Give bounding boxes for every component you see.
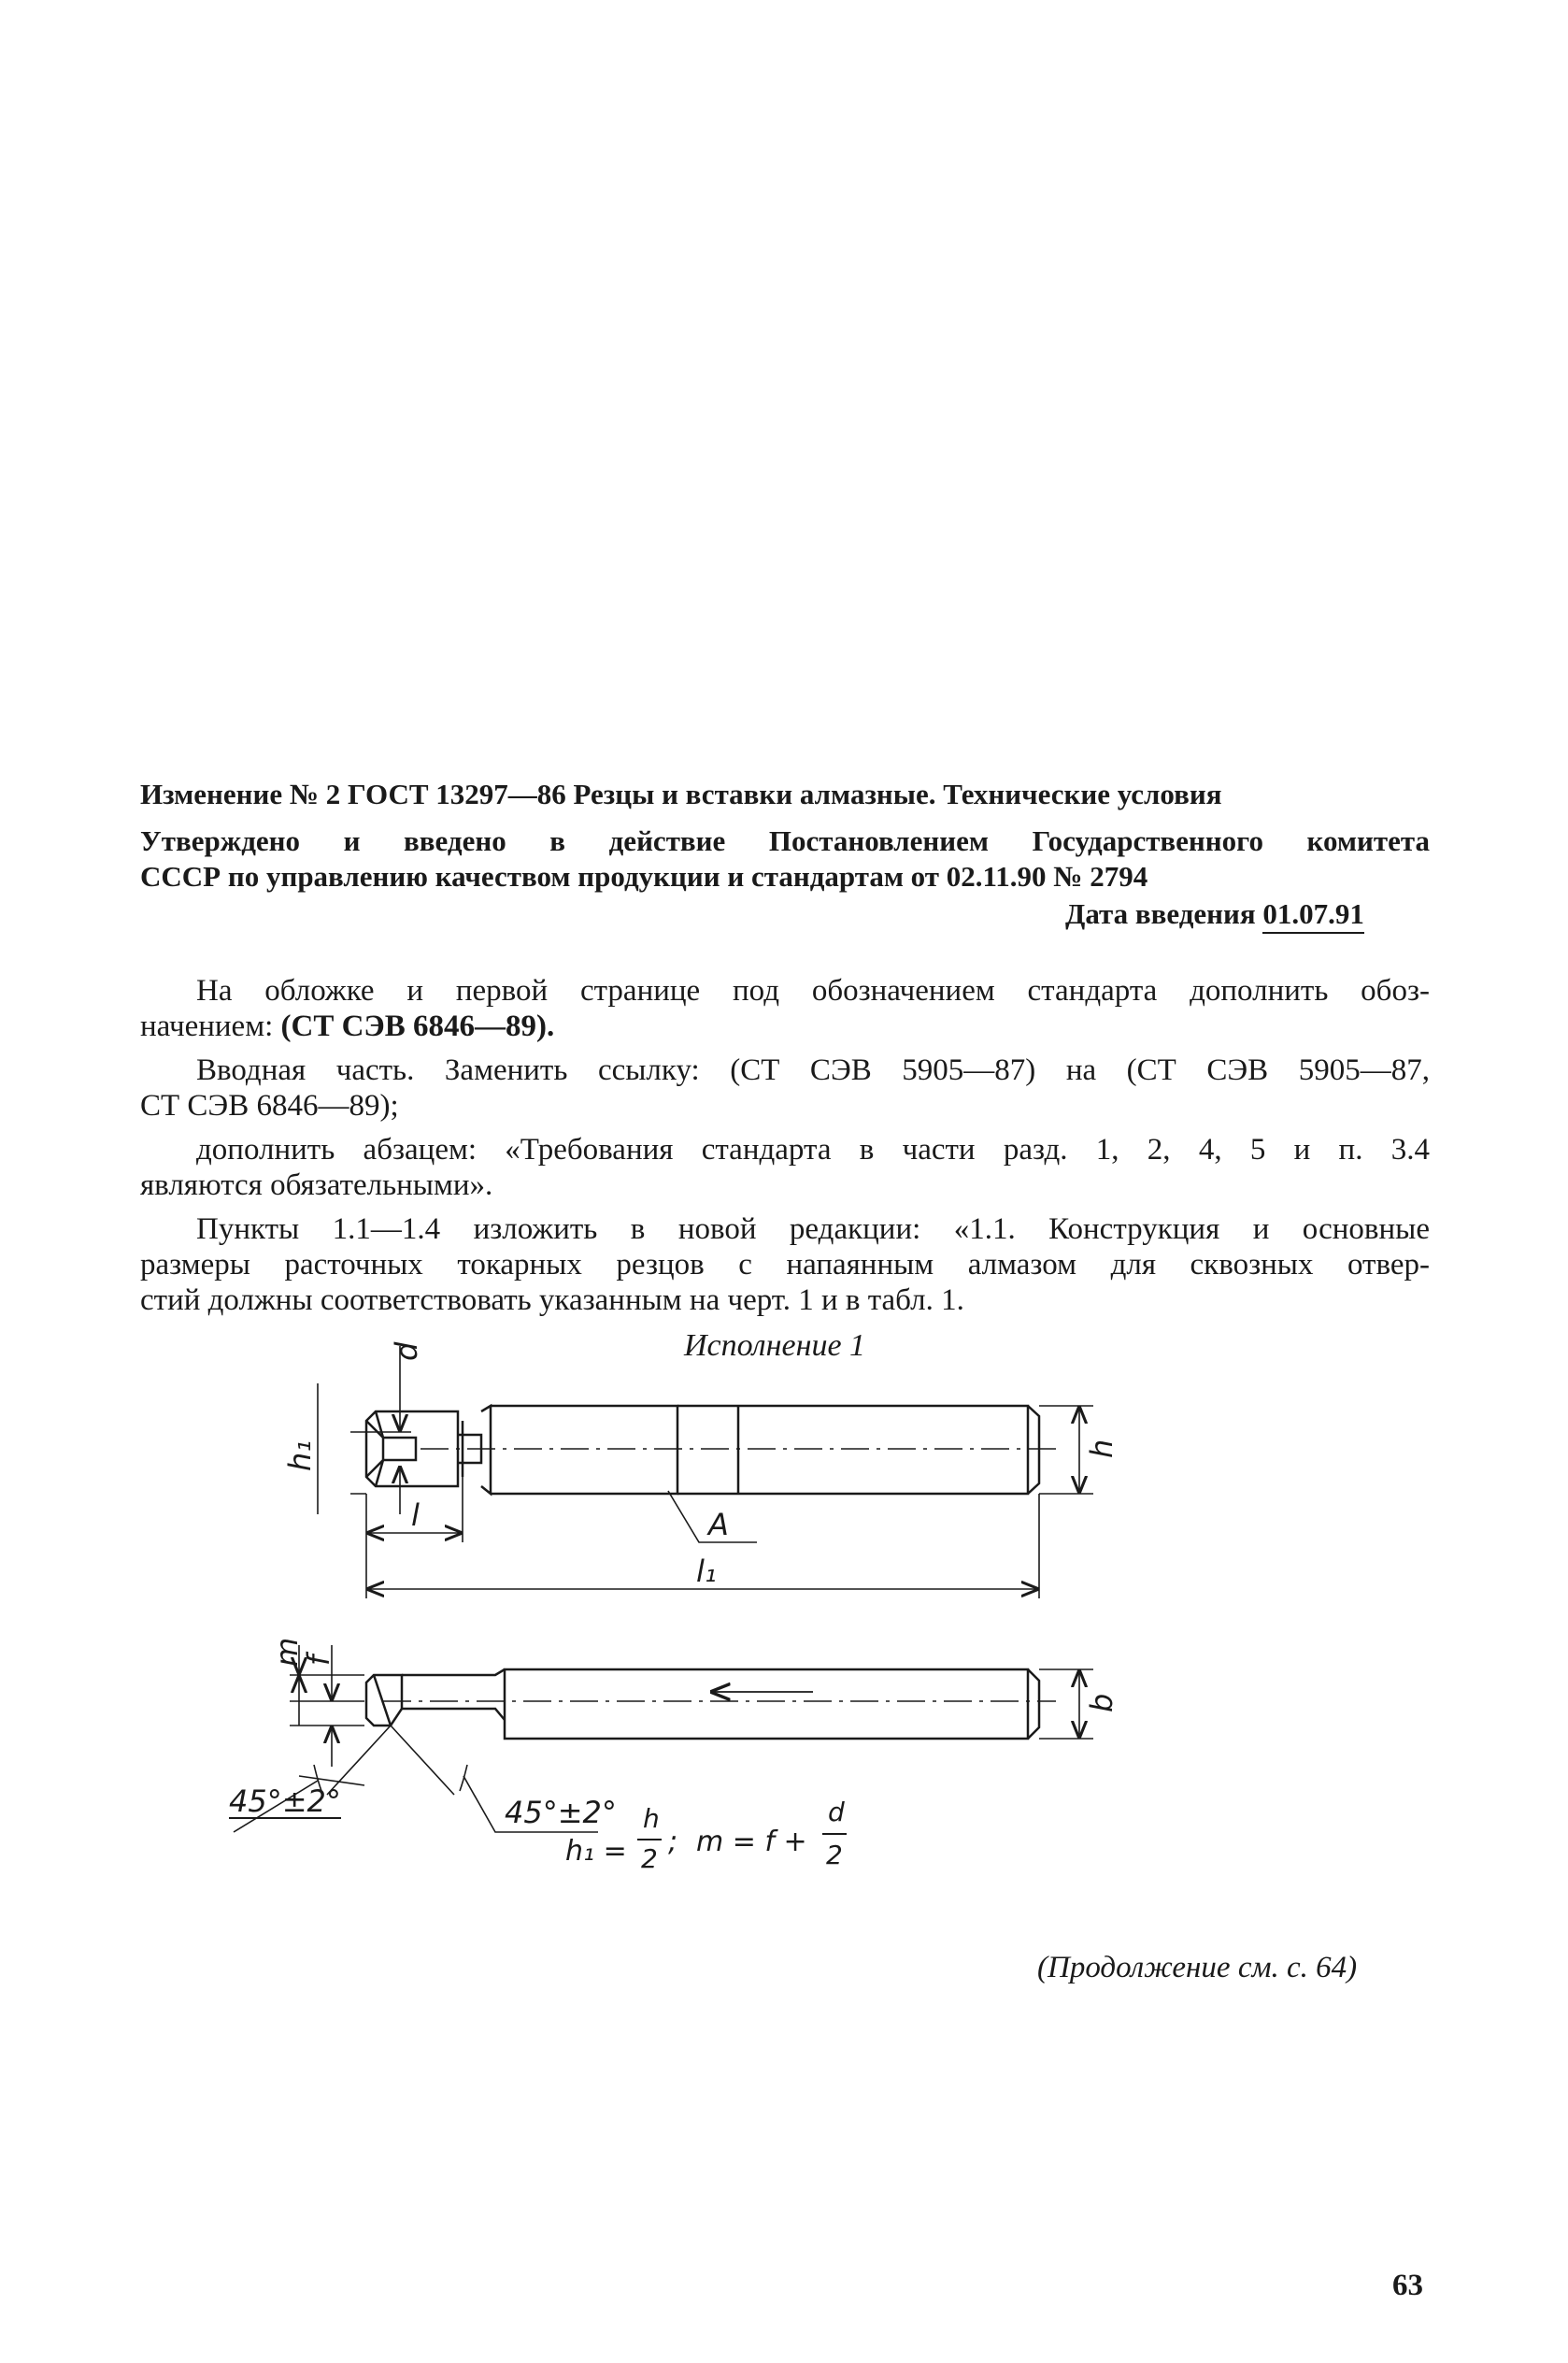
bottom-view-neck [402,1669,505,1720]
label-f: f [301,1654,336,1666]
top-view-tip-facets [366,1411,416,1486]
label-h1: h₁ [282,1439,318,1471]
paragraph-4-line-3: стий должны соответствовать указанным на черт. 1 и в табл. 1. [140,1283,964,1317]
formula-m-num: d [828,1797,845,1827]
formula-h1-den: 2 [641,1843,658,1874]
label-l: l [411,1497,420,1533]
formula-m-lhs: m = f + [696,1826,807,1858]
label-l1: l₁ [696,1554,717,1589]
paragraph-4-line-2: размеры расточных токарных резцов с напаянным алмазом для сквозных отвер- [140,1248,1430,1282]
bottom-view-tip [366,1675,402,1726]
label-b: b [1084,1693,1119,1712]
page-number: 63 [1392,2269,1423,2302]
paragraph-3-line-2: являются обязательными». [140,1168,493,1202]
label-angle-right: 45°±2° [505,1795,617,1830]
intro-date [1065,895,1364,933]
label-m: m [269,1637,305,1667]
label-A: A [708,1507,729,1542]
approval-line-2: СССР по управлению качеством продукции и стандартам от 02.11.90 № 2794 [140,860,1148,893]
formula-h1-lhs: h₁ = [565,1835,627,1868]
top-view-body [677,1406,1039,1494]
bottom-view-body [505,1669,1039,1739]
angle-left-label: 45°±2° [229,1783,341,1819]
amendment-title: Изменение № 2 ГОСТ 13297—86 Резцы и вставки алмазные. Технические условия [140,778,1222,810]
intro-date-value: 01.07.91 [1262,897,1364,934]
paragraph-2-line-1: Вводная часть. Заменить ссылку: (СТ СЭВ 5905—87) на (СТ СЭВ 5905—87, [196,1053,1430,1087]
paragraph-3-line-1: дополнить абзацем: «Требования стандарта в части разд. 1, 2, 4, 5 и п. 3.4 [196,1133,1430,1167]
paragraph-4-line-1: Пункты 1.1—1.4 изложить в новой редакции: «1.1. Конструкция и основные [196,1212,1430,1246]
label-h: h [1084,1439,1119,1458]
paragraph-1-line-2 [140,1008,554,1045]
formula-m-den: 2 [826,1840,843,1870]
formula-sep: ; [668,1826,678,1858]
technical-drawing [269,1327,1187,1874]
bottom-view [234,1645,1093,1832]
approval-line-1: Утверждено и введено в действие Постановлением Государственного комитета [140,824,1430,857]
figure-caption: Исполнение 1 [684,1328,866,1363]
paragraph-1-standard: (СТ СЭВ 6846—89). [280,1010,555,1043]
top-view-shank [481,1406,677,1494]
label-d: d [389,1341,424,1361]
continuation-note: (Продолжение см. с. 64) [1037,1951,1358,1984]
formula-h1-num: h [643,1803,660,1834]
paragraph-1-line-1: На обложке и первой странице под обозначением стандарта дополнить обоз- [196,974,1430,1008]
paragraph-1-text: начением: [140,1010,281,1043]
intro-date-label: Дата введения [1065,897,1256,930]
paragraph-2-line-2: СТ СЭВ 6846—89); [140,1089,399,1123]
